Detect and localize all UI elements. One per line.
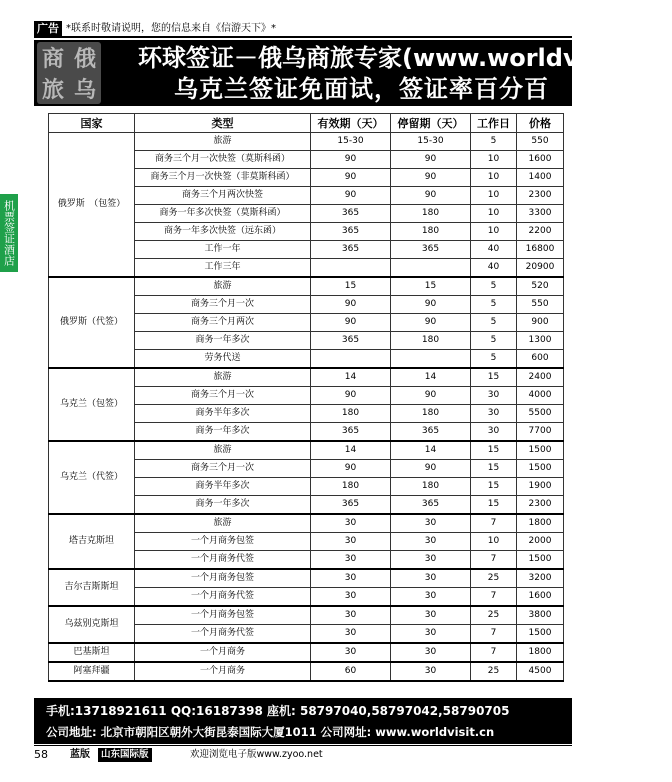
cell-stay: 365 (391, 496, 471, 515)
cell-validity: 30 (311, 643, 391, 662)
cell-validity: 365 (311, 496, 391, 515)
cell-type: 商务一年多次 (135, 496, 311, 515)
cell-workdays: 5 (471, 296, 517, 314)
table-row (49, 514, 564, 533)
cell-stay: 30 (391, 643, 471, 662)
cell-workdays: 15 (471, 496, 517, 515)
cell-price: 5500 (517, 405, 564, 423)
cell-workdays: 10 (471, 151, 517, 169)
cell-workdays: 7 (471, 588, 517, 607)
cell-type: 一个月商务包签 (135, 606, 311, 625)
cell-type: 一个月商务代签 (135, 551, 311, 570)
cell-stay: 180 (391, 332, 471, 350)
cell-workdays: 5 (471, 350, 517, 369)
logo-char: 旅 (41, 77, 64, 103)
cell-workdays: 7 (471, 514, 517, 533)
cell-price: 16800 (517, 241, 564, 259)
logo-char: 商 (41, 46, 64, 72)
contact-phones: 手机:13718921611 QQ:16187398 座机: 58797040,58797042,58790705 (46, 704, 510, 718)
cell-price: 4500 (517, 662, 564, 681)
cell-stay: 30 (391, 533, 471, 551)
table-row (49, 606, 564, 625)
cell-stay: 30 (391, 625, 471, 644)
cell-type: 商务三个月一次 (135, 296, 311, 314)
cell-stay: 90 (391, 296, 471, 314)
cell-type: 商务一年多次 (135, 332, 311, 350)
cell-type: 旅游 (135, 277, 311, 296)
cell-type: 商务三个月一次快签（非莫斯科函） (135, 169, 311, 187)
page-number: 58 (34, 748, 48, 761)
cell-stay: 30 (391, 569, 471, 588)
cell-workdays: 15 (471, 460, 517, 478)
cell-workdays: 25 (471, 606, 517, 625)
cell-price: 1500 (517, 625, 564, 644)
cell-stay: 30 (391, 662, 471, 681)
cell-validity: 90 (311, 460, 391, 478)
table-row (49, 643, 564, 662)
cell-stay: 14 (391, 441, 471, 460)
cell-price: 1500 (517, 441, 564, 460)
cell-price: 1900 (517, 478, 564, 496)
table-body (49, 133, 564, 682)
cell-type: 商务一年多次 (135, 423, 311, 442)
side-category-tab (0, 194, 18, 272)
cell-type: 旅游 (135, 441, 311, 460)
cell-type: 工作三年 (135, 259, 311, 278)
cell-stay: 15-30 (391, 133, 471, 151)
cell-type: 商务一年多次快签（莫斯科函） (135, 205, 311, 223)
cell-validity: 30 (311, 569, 391, 588)
header-workdays: 工作日 (471, 114, 517, 133)
table-row (49, 133, 564, 151)
cell-validity: 14 (311, 441, 391, 460)
cell-stay (391, 259, 471, 278)
cell-stay: 90 (391, 151, 471, 169)
cell-workdays: 5 (471, 277, 517, 296)
cell-type: 商务三个月两次 (135, 314, 311, 332)
cell-type: 一个月商务代签 (135, 625, 311, 644)
cell-validity: 15 (311, 277, 391, 296)
cell-price: 3200 (517, 569, 564, 588)
cell-validity: 14 (311, 368, 391, 387)
cell-country: 巴基斯坦 (49, 643, 135, 662)
cell-validity: 30 (311, 533, 391, 551)
cell-workdays: 7 (471, 643, 517, 662)
cell-price: 550 (517, 296, 564, 314)
cell-stay: 30 (391, 588, 471, 607)
cell-validity: 30 (311, 551, 391, 570)
cell-price: 2400 (517, 368, 564, 387)
section-label: 蓝版 (70, 749, 90, 760)
cell-type: 商务三个月一次快签（莫斯科函） (135, 151, 311, 169)
cell-workdays: 10 (471, 223, 517, 241)
cell-validity: 90 (311, 296, 391, 314)
cell-stay: 180 (391, 405, 471, 423)
cell-price: 2300 (517, 496, 564, 515)
cell-stay: 30 (391, 514, 471, 533)
cell-workdays: 7 (471, 625, 517, 644)
cell-country: 乌克兰（代签） (49, 441, 135, 514)
cell-price: 3300 (517, 205, 564, 223)
cell-stay: 30 (391, 551, 471, 570)
cell-validity: 30 (311, 514, 391, 533)
cell-type: 商务半年多次 (135, 405, 311, 423)
cell-stay: 90 (391, 169, 471, 187)
visa-price-table-container (48, 113, 563, 682)
cell-type: 一个月商务代签 (135, 588, 311, 607)
cell-validity: 90 (311, 314, 391, 332)
logo-char: 乌 (73, 77, 96, 103)
cell-type: 一个月商务 (135, 662, 311, 681)
cell-country: 俄罗斯 （包签） (49, 133, 135, 278)
cell-price: 1400 (517, 169, 564, 187)
cell-workdays: 30 (471, 387, 517, 405)
cell-country: 吉尔吉斯斯坦 (49, 569, 135, 606)
banner-headline: 环球签证－俄乌商旅专家(www.worldvisit.cn) (138, 44, 672, 72)
top-divider (34, 36, 572, 38)
cell-validity: 30 (311, 606, 391, 625)
cell-workdays: 30 (471, 423, 517, 442)
cell-type: 商务三个月一次 (135, 460, 311, 478)
cell-type: 一个月商务包签 (135, 569, 311, 588)
cell-price: 550 (517, 133, 564, 151)
cell-stay: 90 (391, 387, 471, 405)
cell-workdays: 25 (471, 662, 517, 681)
cell-type: 商务三个月两次快签 (135, 187, 311, 205)
cell-validity: 90 (311, 387, 391, 405)
table-row (49, 569, 564, 588)
cell-price: 1800 (517, 643, 564, 662)
cell-stay: 14 (391, 368, 471, 387)
cell-type: 旅游 (135, 368, 311, 387)
cell-price: 600 (517, 350, 564, 369)
cell-price: 2300 (517, 187, 564, 205)
visit-note: 欢迎浏览电子版www.zyoo.net (190, 749, 323, 760)
cell-country: 塔吉克斯坦 (49, 514, 135, 569)
cell-type: 商务三个月一次 (135, 387, 311, 405)
contact-footer (34, 698, 572, 744)
cell-validity (311, 350, 391, 369)
cell-validity: 365 (311, 205, 391, 223)
cell-country: 阿塞拜疆 (49, 662, 135, 681)
cell-validity: 30 (311, 625, 391, 644)
cell-type: 商务一年多次快签（远东函） (135, 223, 311, 241)
table-header-row (49, 114, 564, 133)
cell-stay: 90 (391, 314, 471, 332)
cell-validity: 90 (311, 151, 391, 169)
table-row (49, 277, 564, 296)
ad-label: 广告 (34, 21, 62, 36)
cell-stay: 180 (391, 205, 471, 223)
cell-workdays: 25 (471, 569, 517, 588)
cell-stay: 180 (391, 478, 471, 496)
cell-stay (391, 350, 471, 369)
cell-validity: 365 (311, 223, 391, 241)
cell-workdays: 10 (471, 205, 517, 223)
cell-validity: 365 (311, 423, 391, 442)
cell-workdays: 30 (471, 405, 517, 423)
cell-price: 20900 (517, 259, 564, 278)
cell-workdays: 40 (471, 241, 517, 259)
header-type: 类型 (135, 114, 311, 133)
cell-price: 2000 (517, 533, 564, 551)
cell-stay: 15 (391, 277, 471, 296)
cell-workdays: 5 (471, 332, 517, 350)
cell-type: 旅游 (135, 133, 311, 151)
cell-price: 2200 (517, 223, 564, 241)
cell-workdays: 5 (471, 314, 517, 332)
cell-price: 520 (517, 277, 564, 296)
cell-workdays: 40 (471, 259, 517, 278)
cell-workdays: 5 (471, 133, 517, 151)
ad-note: *联系时敬请说明，您的信息来自《信游天下》* (66, 23, 276, 34)
cell-price: 1800 (517, 514, 564, 533)
cell-type: 工作一年 (135, 241, 311, 259)
header-price: 价格 (517, 114, 564, 133)
cell-workdays: 15 (471, 478, 517, 496)
cell-validity: 180 (311, 405, 391, 423)
cell-price: 3800 (517, 606, 564, 625)
cell-validity: 30 (311, 588, 391, 607)
cell-stay: 365 (391, 423, 471, 442)
magazine-label: 山东国际版 (98, 748, 152, 762)
banner-subheadline: 乌克兰签证免面试，签证率百分百 (174, 75, 549, 103)
bottom-divider (34, 745, 572, 746)
cell-validity: 90 (311, 187, 391, 205)
cell-price: 1600 (517, 588, 564, 607)
header-stay: 停留期（天） (391, 114, 471, 133)
table-row (49, 441, 564, 460)
cell-country: 乌兹别克斯坦 (49, 606, 135, 643)
cell-country: 乌克兰（包签） (49, 368, 135, 441)
cell-validity: 90 (311, 169, 391, 187)
cell-workdays: 15 (471, 441, 517, 460)
page-footer (34, 747, 572, 763)
cell-price: 1500 (517, 551, 564, 570)
cell-validity: 365 (311, 332, 391, 350)
cell-price: 1300 (517, 332, 564, 350)
visa-price-table (48, 113, 564, 682)
table-row (49, 368, 564, 387)
cell-validity: 60 (311, 662, 391, 681)
table-row (49, 662, 564, 681)
logo-char: 俄 (73, 46, 96, 72)
cell-validity: 365 (311, 241, 391, 259)
cell-type: 劳务代送 (135, 350, 311, 369)
cell-type: 一个月商务 (135, 643, 311, 662)
cell-workdays: 10 (471, 169, 517, 187)
cell-workdays: 7 (471, 551, 517, 570)
cell-validity: 180 (311, 478, 391, 496)
cell-stay: 90 (391, 460, 471, 478)
logo-seal (37, 42, 101, 104)
cell-price: 1600 (517, 151, 564, 169)
cell-validity: 15-30 (311, 133, 391, 151)
cell-type: 一个月商务包签 (135, 533, 311, 551)
cell-stay: 30 (391, 606, 471, 625)
header-country: 国家 (49, 114, 135, 133)
cell-country: 俄罗斯（代签） (49, 277, 135, 368)
cell-price: 7700 (517, 423, 564, 442)
cell-stay: 365 (391, 241, 471, 259)
header-validity: 有效期（天） (311, 114, 391, 133)
contact-address: 公司地址: 北京市朝阳区朝外大街昆泰国际大厦1011 公司网址: www.worldvisit.cn (46, 725, 495, 739)
cell-price: 4000 (517, 387, 564, 405)
cell-price: 900 (517, 314, 564, 332)
ad-banner (34, 40, 672, 106)
cell-workdays: 15 (471, 368, 517, 387)
cell-validity (311, 259, 391, 278)
cell-price: 1500 (517, 460, 564, 478)
cell-workdays: 10 (471, 533, 517, 551)
cell-type: 旅游 (135, 514, 311, 533)
side-tab-label: 机票签证酒店 (2, 200, 16, 266)
cell-stay: 180 (391, 223, 471, 241)
cell-workdays: 10 (471, 187, 517, 205)
cell-stay: 90 (391, 187, 471, 205)
cell-type: 商务半年多次 (135, 478, 311, 496)
